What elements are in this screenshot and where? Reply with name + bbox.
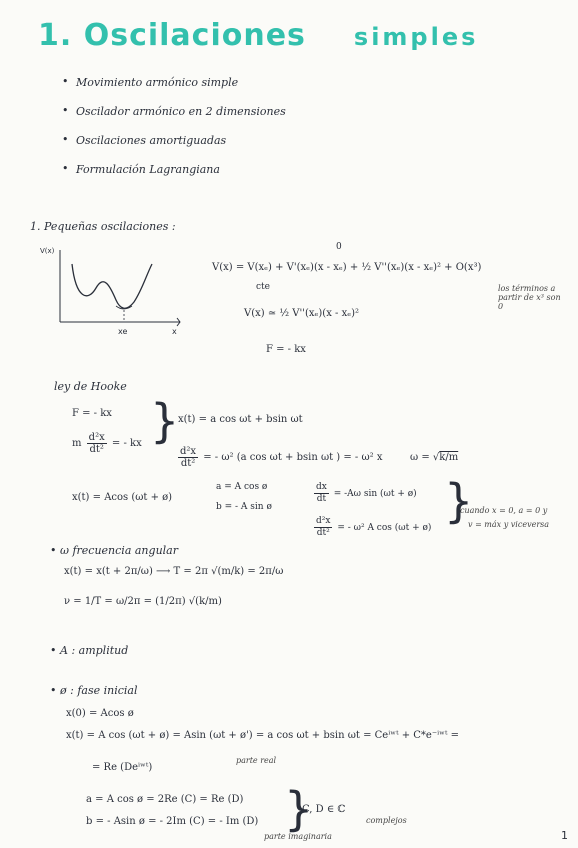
freq-eq1: x(t) = x(t + 2π/ω) ⟶ T = 2π √(m/k) = 2π/ω	[64, 566, 284, 577]
taylor-equation: V(x) = V(xₑ) + V'(xₑ)(x - xₑ) + ½ V''(xₑ)(x - xₑ)² + O(x³)	[212, 262, 482, 273]
amp-b: b = - A sin ø	[216, 502, 272, 512]
graph-xlabel: x	[172, 327, 177, 336]
hooke-heading: ley de Hooke	[54, 380, 127, 393]
hooke-f2: m $\frac{\text{d²x}}{\text{dt²}}$ = - kx	[72, 432, 142, 455]
phase-eq2: = Re (Deⁱʷᵗ)	[92, 762, 153, 773]
hooke-f1: F = - kx	[72, 408, 112, 419]
amp-dx: $\frac{dx}{dt}$ = -Aω sin (ωt + ø)	[316, 482, 417, 504]
omega-def: ω = √k/m	[410, 452, 459, 463]
title-part-2: simples	[353, 23, 479, 51]
phase-eq1: x(t) = A cos (ωt + ø) = Asin (ωt + ø') = a cos ωt + bsin ωt = Ceⁱʷᵗ + C*e⁻ⁱʷᵗ =	[66, 730, 460, 741]
taylor-cte-label: cte	[256, 282, 270, 292]
phase-imag-note: parte imaginaria	[264, 832, 332, 841]
topic-item: • Formulación Lagrangiana	[62, 163, 286, 192]
graph-min-label: xe	[118, 327, 128, 336]
freq-heading: • ω frecuencia angular	[50, 544, 178, 557]
graph-ylabel: V(x)	[40, 247, 55, 255]
phase-a-eq: a = A cos ø = 2Re (C) = Re (D)	[86, 794, 244, 805]
topic-list	[62, 76, 286, 192]
amp-note-2: v = máx y viceversa	[468, 520, 550, 529]
taylor-approx: V(x) ≃ ½ V''(xₑ)(x - xₑ)²	[244, 308, 360, 319]
amp-note-1: cuando x = 0, a = 0 y	[460, 506, 548, 515]
freq-eq2: ν = 1/T = ω/2π = (1/2π) √(k/m)	[64, 596, 222, 607]
amp-d2x: $\frac{\text{d²x}}{\text{dt²}}$ = - ω² A cos (ωt + ø)	[316, 516, 432, 538]
page-title	[38, 18, 478, 53]
hooke-force: F = - kx	[266, 344, 306, 355]
hooke-solution: x(t) = a cos ωt + bsin ωt	[178, 414, 303, 425]
amp-a: a = A cos ø	[216, 482, 268, 492]
topic-item: • Oscilador armónico en 2 dimensiones	[62, 105, 286, 134]
potential-graph	[38, 244, 188, 336]
hooke-d2x: $\frac{\text{d²x}}{\text{dt²}}$ = - ω² (a cos ωt + bsin ωt ) = - ω² x	[180, 446, 383, 469]
phase-x0: x(0) = Acos ø	[66, 708, 134, 719]
amp-x: x(t) = Acos (ωt + ø)	[72, 492, 173, 503]
phase-cd: C, D ∈ ℂ	[302, 804, 346, 815]
topic-item: • Oscilaciones amortiguadas	[62, 134, 286, 163]
section-heading: 1. Pequeñas oscilaciones :	[30, 220, 176, 233]
phase-complex-note: complejos	[366, 816, 407, 825]
phase-real-note: parte real	[236, 756, 277, 765]
potential-curve	[72, 264, 152, 308]
taylor-zero-label: 0	[336, 242, 342, 252]
amplitude-heading: • A : amplitud	[50, 644, 129, 657]
taylor-note: los términos a partir de x³ son 0	[498, 284, 561, 311]
phase-b-eq: b = - Asin ø = - 2Im (C) = - Im (D)	[86, 816, 259, 827]
amp-brace: }	[444, 474, 474, 528]
topic-item: • Movimiento armónico simple	[62, 76, 286, 105]
phase-heading: • ø : fase inicial	[50, 684, 138, 697]
hooke-brace: }	[150, 394, 180, 448]
phase-brace: }	[284, 782, 314, 836]
page-number: 1	[561, 829, 568, 842]
title-part-1: 1. Oscilaciones	[38, 18, 306, 53]
